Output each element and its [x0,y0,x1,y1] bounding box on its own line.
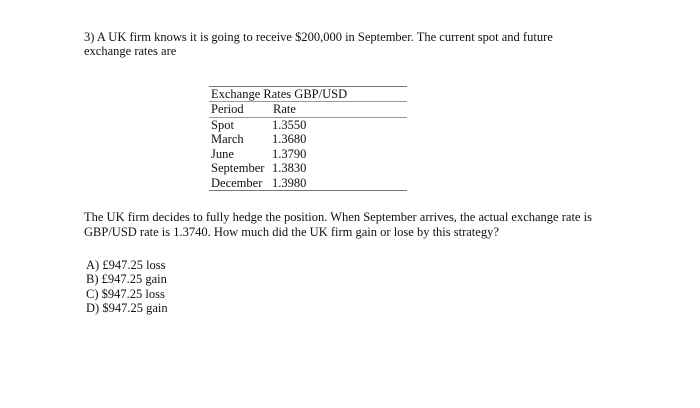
header-period: Period [211,102,244,116]
choice-b[interactable]: B) £947.25 gain [86,272,167,287]
table-header-row [209,102,407,117]
row-period: December [211,175,263,190]
row-period: Spot [211,117,234,132]
row-period: March [211,132,244,146]
choice-c[interactable]: C) $947.25 loss [86,286,165,301]
answer-choices [86,258,168,315]
followup-text-line-2: GBP/USD rate is 1.3740. How much did the UK firm gain or lose by this strategy? [84,225,499,239]
table-row [209,118,407,133]
row-rate: 1.3790 [272,146,307,161]
question-text-line-1: 3) A UK firm knows it is going to receive $200,000 in September. The current spot and future [84,30,553,44]
choice-d[interactable]: D) $947.25 gain [86,300,168,315]
table-row [209,132,407,147]
row-period: June [211,146,234,161]
table-row [209,147,407,162]
question-text-line-2: exchange rates are [84,44,177,58]
table-row [209,176,407,191]
row-rate: 1.3830 [272,161,307,175]
table-bottom-rule [209,190,407,191]
table-caption: Exchange Rates GBP/USD [211,87,348,101]
choice-a[interactable]: A) £947.25 loss [86,258,166,272]
row-rate: 1.3680 [272,132,307,146]
followup-text-line-1: The UK firm decides to fully hedge the position. When September arrives, the actual exchange rate is [84,210,592,224]
table-row [209,161,407,176]
row-period: September [211,161,265,175]
header-rate: Rate [273,102,296,116]
exchange-rates-table [209,86,407,191]
row-rate: 1.3980 [272,175,307,190]
row-rate: 1.3550 [272,117,307,132]
